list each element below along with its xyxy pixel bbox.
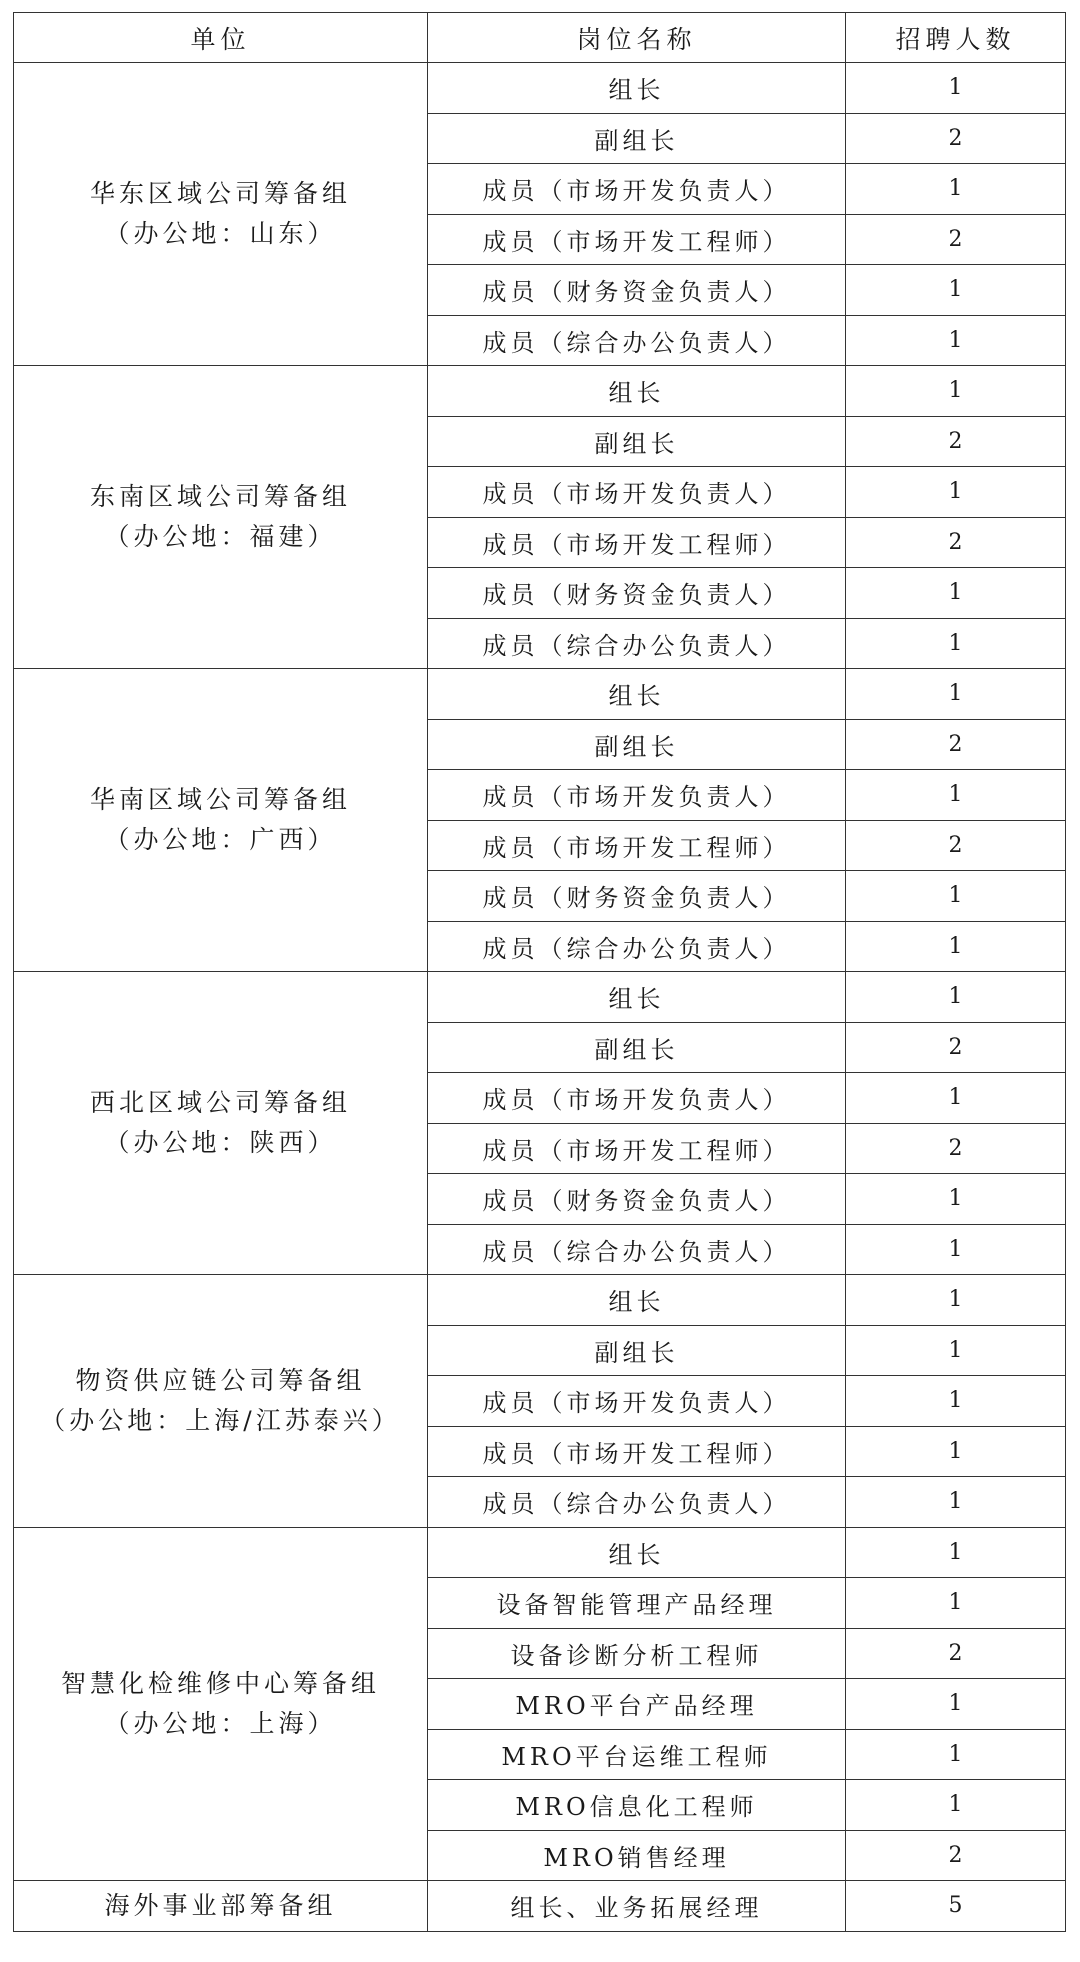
- position-cell: 成员（市场开发工程师）: [428, 517, 846, 568]
- count-cell: 1: [846, 1679, 1066, 1730]
- count-cell: 2: [846, 719, 1066, 770]
- position-cell: 成员（综合办公负责人）: [428, 1477, 846, 1528]
- count-cell: 2: [846, 517, 1066, 568]
- position-cell: 副组长: [428, 1325, 846, 1376]
- position-cell: 组长: [428, 63, 846, 114]
- position-cell: 成员（综合办公负责人）: [428, 1224, 846, 1275]
- position-cell: MRO平台产品经理: [428, 1679, 846, 1730]
- count-cell: 1: [846, 1073, 1066, 1124]
- position-cell: 副组长: [428, 416, 846, 467]
- unit-office-location: （办公地：陕西）: [104, 1128, 337, 1157]
- unit-cell: [14, 1881, 428, 1932]
- unit-office-location: （办公地：福建）: [104, 522, 337, 551]
- count-cell: 1: [846, 1477, 1066, 1528]
- table-body: [14, 63, 1066, 1932]
- position-cell: 副组长: [428, 719, 846, 770]
- count-cell: 2: [846, 113, 1066, 164]
- position-cell: 组长: [428, 669, 846, 720]
- unit-cell: [14, 366, 428, 669]
- table-row: [14, 366, 1066, 417]
- position-cell: 成员（市场开发负责人）: [428, 164, 846, 215]
- position-cell: 成员（财务资金负责人）: [428, 265, 846, 316]
- position-cell: 成员（财务资金负责人）: [428, 871, 846, 922]
- position-cell: 成员（市场开发负责人）: [428, 1073, 846, 1124]
- header-count: 招聘人数: [846, 13, 1066, 63]
- unit-office-location: （办公地：上海/江苏泰兴）: [40, 1405, 401, 1435]
- count-cell: 2: [846, 1628, 1066, 1679]
- position-cell: 组长、业务拓展经理: [428, 1881, 846, 1932]
- count-cell: 1: [846, 568, 1066, 619]
- position-cell: 设备诊断分析工程师: [428, 1628, 846, 1679]
- position-cell: 设备智能管理产品经理: [428, 1578, 846, 1629]
- table-row: [14, 669, 1066, 720]
- unit-cell: [14, 669, 428, 972]
- position-cell: 成员（市场开发工程师）: [428, 1123, 846, 1174]
- position-cell: 成员（财务资金负责人）: [428, 568, 846, 619]
- position-cell: 成员（市场开发负责人）: [428, 1376, 846, 1427]
- table-row: [14, 972, 1066, 1023]
- unit-name: 智慧化检维修中心筹备组: [60, 1668, 380, 1698]
- unit-cell: [14, 1275, 428, 1528]
- recruitment-table: [13, 12, 1066, 1932]
- unit-cell: [14, 1527, 428, 1881]
- count-cell: 1: [846, 1578, 1066, 1629]
- count-cell: 1: [846, 366, 1066, 417]
- position-cell: 成员（市场开发工程师）: [428, 214, 846, 265]
- count-cell: 2: [846, 214, 1066, 265]
- unit-name: 华东区域公司筹备组: [89, 179, 351, 208]
- count-cell: 1: [846, 1426, 1066, 1477]
- header-row: [14, 13, 1066, 63]
- position-cell: 组长: [428, 366, 846, 417]
- position-cell: 组长: [428, 1527, 846, 1578]
- count-cell: 1: [846, 1376, 1066, 1427]
- count-cell: 1: [846, 164, 1066, 215]
- count-cell: 5: [846, 1881, 1066, 1932]
- unit-cell: [14, 972, 428, 1275]
- position-cell: 成员（市场开发工程师）: [428, 1426, 846, 1477]
- position-cell: MRO销售经理: [428, 1830, 846, 1881]
- table-row: [14, 1881, 1066, 1932]
- count-cell: 1: [846, 921, 1066, 972]
- unit-office-location: （办公地：上海）: [104, 1708, 337, 1738]
- count-cell: 1: [846, 1275, 1066, 1326]
- count-cell: 1: [846, 1729, 1066, 1780]
- header-position: 岗位名称: [428, 13, 846, 63]
- unit-name: 东南区域公司筹备组: [89, 482, 351, 511]
- position-cell: MRO平台运维工程师: [428, 1729, 846, 1780]
- table-row: [14, 1527, 1066, 1578]
- position-cell: 成员（综合办公负责人）: [428, 921, 846, 972]
- recruitment-table-wrapper: [13, 12, 1066, 1932]
- position-cell: 成员（市场开发工程师）: [428, 820, 846, 871]
- count-cell: 2: [846, 1123, 1066, 1174]
- count-cell: 1: [846, 1780, 1066, 1831]
- position-cell: 成员（财务资金负责人）: [428, 1174, 846, 1225]
- position-cell: 组长: [428, 972, 846, 1023]
- count-cell: 1: [846, 972, 1066, 1023]
- position-cell: 成员（综合办公负责人）: [428, 315, 846, 366]
- position-cell: 组长: [428, 1275, 846, 1326]
- count-cell: 1: [846, 315, 1066, 366]
- position-cell: 副组长: [428, 1022, 846, 1073]
- count-cell: 2: [846, 1830, 1066, 1881]
- unit-office-location: （办公地：山东）: [104, 219, 337, 248]
- count-cell: 2: [846, 1022, 1066, 1073]
- count-cell: 1: [846, 467, 1066, 518]
- table-row: [14, 1275, 1066, 1326]
- count-cell: 1: [846, 871, 1066, 922]
- unit-office-location: （办公地：广西）: [104, 825, 337, 854]
- count-cell: 2: [846, 416, 1066, 467]
- position-cell: 副组长: [428, 113, 846, 164]
- unit-name: 海外事业部筹备组: [104, 1890, 337, 1920]
- count-cell: 1: [846, 770, 1066, 821]
- count-cell: 1: [846, 1174, 1066, 1225]
- position-cell: MRO信息化工程师: [428, 1780, 846, 1831]
- unit-name: 华南区域公司筹备组: [89, 785, 351, 814]
- count-cell: 1: [846, 1527, 1066, 1578]
- count-cell: 1: [846, 669, 1066, 720]
- count-cell: 1: [846, 63, 1066, 114]
- count-cell: 1: [846, 265, 1066, 316]
- position-cell: 成员（综合办公负责人）: [428, 618, 846, 669]
- table-row: [14, 63, 1066, 114]
- position-cell: 成员（市场开发负责人）: [428, 467, 846, 518]
- unit-name: 物资供应链公司筹备组: [75, 1365, 366, 1395]
- count-cell: 2: [846, 820, 1066, 871]
- header-unit: 单位: [14, 13, 428, 63]
- unit-name: 西北区域公司筹备组: [89, 1088, 351, 1117]
- position-cell: 成员（市场开发负责人）: [428, 770, 846, 821]
- count-cell: 1: [846, 1224, 1066, 1275]
- count-cell: 1: [846, 1325, 1066, 1376]
- unit-cell: [14, 63, 428, 366]
- count-cell: 1: [846, 618, 1066, 669]
